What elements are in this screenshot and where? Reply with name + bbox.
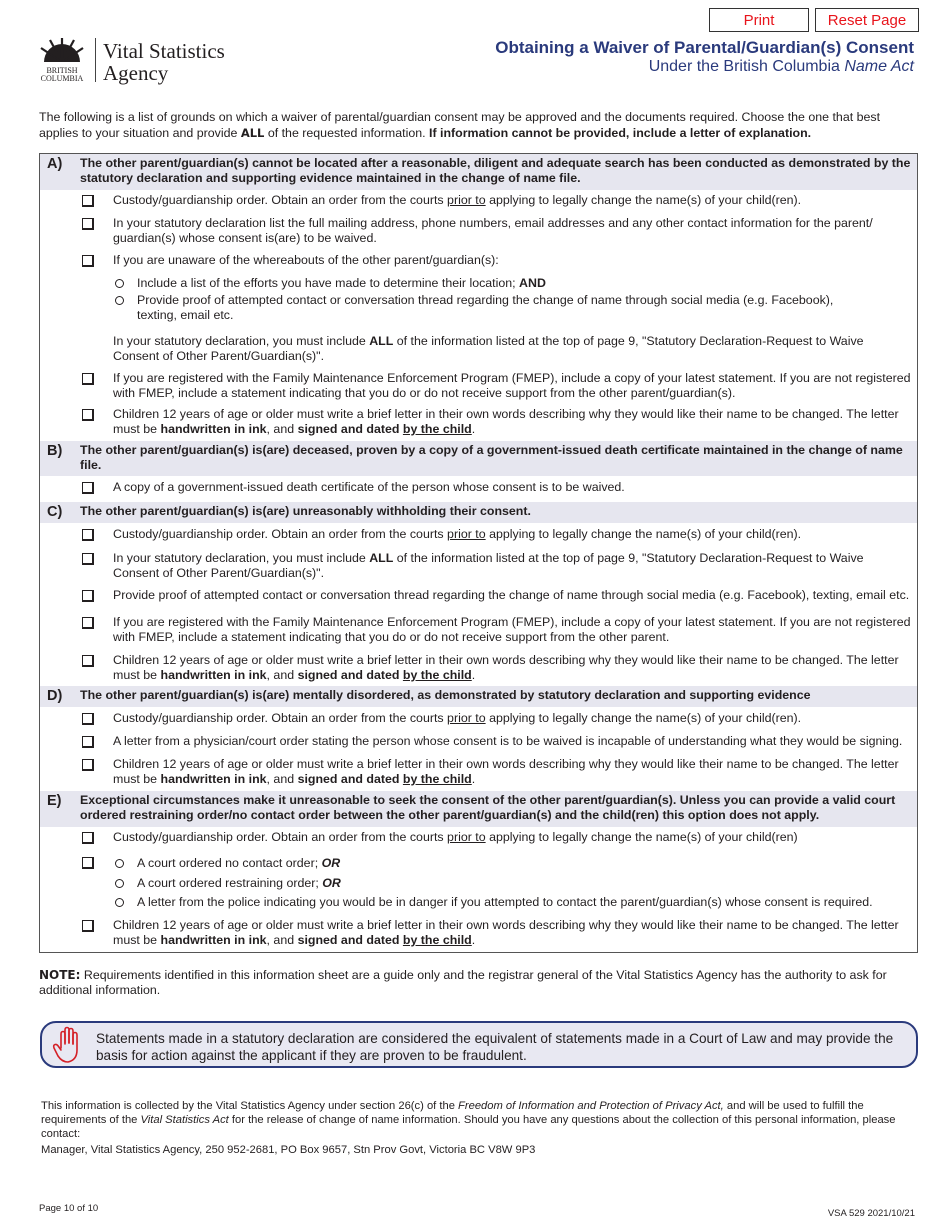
section-heading: The other parent/guardian(s) is(are) unreasonably withholding their consent. <box>80 504 531 518</box>
stop-hand-icon <box>52 1026 86 1064</box>
checkbox[interactable] <box>82 713 94 725</box>
checkbox[interactable] <box>82 736 94 748</box>
checklist-item: Custody/guardianship order. Obtain an order from the courts prior to applying to legally change the name(s) of your child(ren). <box>113 193 802 207</box>
checklist-item: A copy of a government-issued death certificate of the person whose consent is to be waived. <box>113 480 625 494</box>
section-heading: The other parent/guardian(s) is(are) deceased, proven by a copy of a government-issued death certificate maintained in the change of name file. <box>80 443 903 472</box>
section-heading: Exceptional circumstances make it unreasonable to seek the consent of the other parent/guardian(s). Unless you can provide a valid court ordered restraining order/no contact order between the other parent/guardian(s) and the child(ren) this option does not apply. <box>80 793 896 822</box>
checklist-item: Custody/guardianship order. Obtain an order from the courts prior to applying to legally change the name(s) of your child(ren) <box>113 830 798 844</box>
logo-divider <box>95 38 96 82</box>
section-e-header <box>40 791 917 827</box>
page-title: Obtaining a Waiver of Parental/Guardian(s) Consent <box>495 38 914 57</box>
checklist-item: Custody/guardianship order. Obtain an order from the courts prior to applying to legally change the name(s) of your child(ren). <box>113 711 802 725</box>
bc-sun-logo-icon <box>36 36 88 82</box>
note-paragraph: NOTE: Requirements identified in this information sheet are a guide only and the registrar general of the Vital Statistics Agency has the authority to ask for additional information. <box>39 968 887 997</box>
form-number: VSA 529 2021/10/21 <box>827 1208 915 1219</box>
section-letter: C) <box>47 504 63 520</box>
checkbox[interactable] <box>82 655 94 667</box>
checklist-item: In your statutory declaration list the full mailing address, phone numbers, email addresses and any other contact information for the parent/ guardian(s) whose consent is(are) to be waived. <box>113 216 873 245</box>
statutory-note: In your statutory declaration, you must include ALL of the information listed at the top of page 9, "Statutory Declaration-Request to Waive Consent of Other Parent/Guardian(s)". <box>113 334 864 363</box>
checkbox[interactable] <box>82 759 94 771</box>
sub-item: A court ordered restraining order; OR <box>137 876 341 890</box>
checklist-item: If you are unaware of the whereabouts of the other parent/guardian(s): <box>113 253 499 267</box>
svg-text:COLUMBIA: COLUMBIA <box>40 74 84 82</box>
section-a-header <box>40 154 917 190</box>
checklist-item: In your statutory declaration, you must include ALL of the information listed at the top of page 9, "Statutory Declaration-Request to Waive Consent of Other Parent/Guardian(s)". <box>113 551 864 580</box>
warning-callout <box>40 1021 918 1068</box>
contact-line: Manager, Vital Statistics Agency, 250 952-2681, PO Box 9657, Stn Prov Govt, Victoria BC V8W 9P3 <box>41 1144 536 1156</box>
section-d-header <box>40 686 917 707</box>
section-letter: D) <box>47 688 63 704</box>
checklist-item: Children 12 years of age or older must write a brief letter in their own words describing why they would like their name to be changed. The letter must be handwritten in ink, and signed and dated by the child. <box>113 918 899 947</box>
page-subtitle: Under the British Columbia Name Act <box>648 58 914 75</box>
checkbox[interactable] <box>82 373 94 385</box>
intro-paragraph: The following is a list of grounds on which a waiver of parental/guardian consent may be approved and the documents required. Choose the one that best applies to your situation and provide ALL of the requested information. If information cannot be provided, include a letter of explanation. <box>39 110 881 140</box>
checkbox[interactable] <box>82 920 94 932</box>
bullet-icon <box>115 859 124 868</box>
checkbox[interactable] <box>82 832 94 844</box>
checkbox[interactable] <box>82 553 94 565</box>
section-heading: The other parent/guardian(s) cannot be located after a reasonable, diligent and adequate search has been conducted as demonstrated by the statutory declaration and supporting evidence maintained in the change of name file. <box>80 156 911 185</box>
sub-item: A letter from the police indicating you would be in danger if you attempted to contact the parent/guardian(s) whose consent is required. <box>137 895 873 909</box>
checkbox[interactable] <box>82 255 94 267</box>
logo-line1: Vital Statistics <box>103 39 225 63</box>
checkbox[interactable] <box>82 218 94 230</box>
section-c-header <box>40 502 917 523</box>
checklist-item: Children 12 years of age or older must write a brief letter in their own words describing why they would like their name to be changed. The letter must be handwritten in ink, and signed and dated by the child. <box>113 757 899 786</box>
sub-item: Include a list of the efforts you have made to determine their location; AND <box>137 276 546 290</box>
page-number: Page 10 of 10 <box>39 1203 99 1214</box>
logo-line2: Agency <box>103 61 169 85</box>
checklist-item: A letter from a physician/court order stating the person whose consent is to be waived is incapable of understanding what they would be signing. <box>113 734 903 748</box>
checkbox[interactable] <box>82 529 94 541</box>
checklist-item: If you are registered with the Family Maintenance Enforcement Program (FMEP), include a copy of your latest statement. If you are not registered with FMEP, include a statement indicating that you do or do not receive support from the other parent. <box>113 615 911 644</box>
checklist-item: If you are registered with the Family Maintenance Enforcement Program (FMEP), include a copy of your latest statement. If you are not registered with FMEP, include a statement indicating that you do or do not receive support from the other parent/guardian(s). <box>113 371 911 400</box>
section-heading: The other parent/guardian(s) is(are) mentally disordered, as demonstrated by statutory declaration and supporting evidence <box>80 688 811 702</box>
checkbox[interactable] <box>82 195 94 207</box>
checkbox[interactable] <box>82 482 94 494</box>
sub-item: A court ordered no contact order; OR <box>137 856 341 870</box>
bullet-icon <box>115 898 124 907</box>
reset-page-button[interactable]: Reset Page <box>815 8 919 32</box>
warning-text: Statements made in a statutory declaration are considered the equivalent of statements made in a Court of Law and may provide the basis for action against the applicant if they are proven to be fraudulent. <box>96 1031 894 1063</box>
bullet-icon <box>115 879 124 888</box>
checkbox[interactable] <box>82 409 94 421</box>
checkbox[interactable] <box>82 617 94 629</box>
section-letter: B) <box>47 443 63 459</box>
bullet-icon <box>115 296 124 305</box>
sub-item: Provide proof of attempted contact or conversation thread regarding the change of name through social media (e.g. Facebook), texting, email etc. <box>137 293 834 322</box>
section-letter: E) <box>47 793 62 809</box>
checklist-item: Children 12 years of age or older must write a brief letter in their own words describing why they would like their name to be changed. The letter must be handwritten in ink, and signed and dated by the child. <box>113 407 899 436</box>
print-button[interactable]: Print <box>709 8 809 32</box>
privacy-paragraph: This information is collected by the Vital Statistics Agency under section 26(c) of the Freedom of Information and Protection of Privacy Act, and will be used to fulfill the requirements of the Vital Statistics Act for the release of change of name information. Should you have any questions about the collection of this personal information, please contact: <box>41 1100 896 1140</box>
checklist-item: Children 12 years of age or older must write a brief letter in their own words describing why they would like their name to be changed. The letter must be handwritten in ink, and signed and dated by the child. <box>113 653 899 682</box>
section-b-header <box>40 441 917 476</box>
checklist-item: Custody/guardianship order. Obtain an order from the courts prior to applying to legally change the name(s) of your child(ren). <box>113 527 802 541</box>
agency-logo-text <box>103 40 225 84</box>
section-letter: A) <box>47 156 63 172</box>
svg-text:BRITISH: BRITISH <box>46 66 78 75</box>
checkbox[interactable] <box>82 590 94 602</box>
checklist-item: Provide proof of attempted contact or conversation thread regarding the change of name through social media (e.g. Facebook), texting, email etc. <box>113 588 910 602</box>
checkbox[interactable] <box>82 857 94 869</box>
bullet-icon <box>115 279 124 288</box>
